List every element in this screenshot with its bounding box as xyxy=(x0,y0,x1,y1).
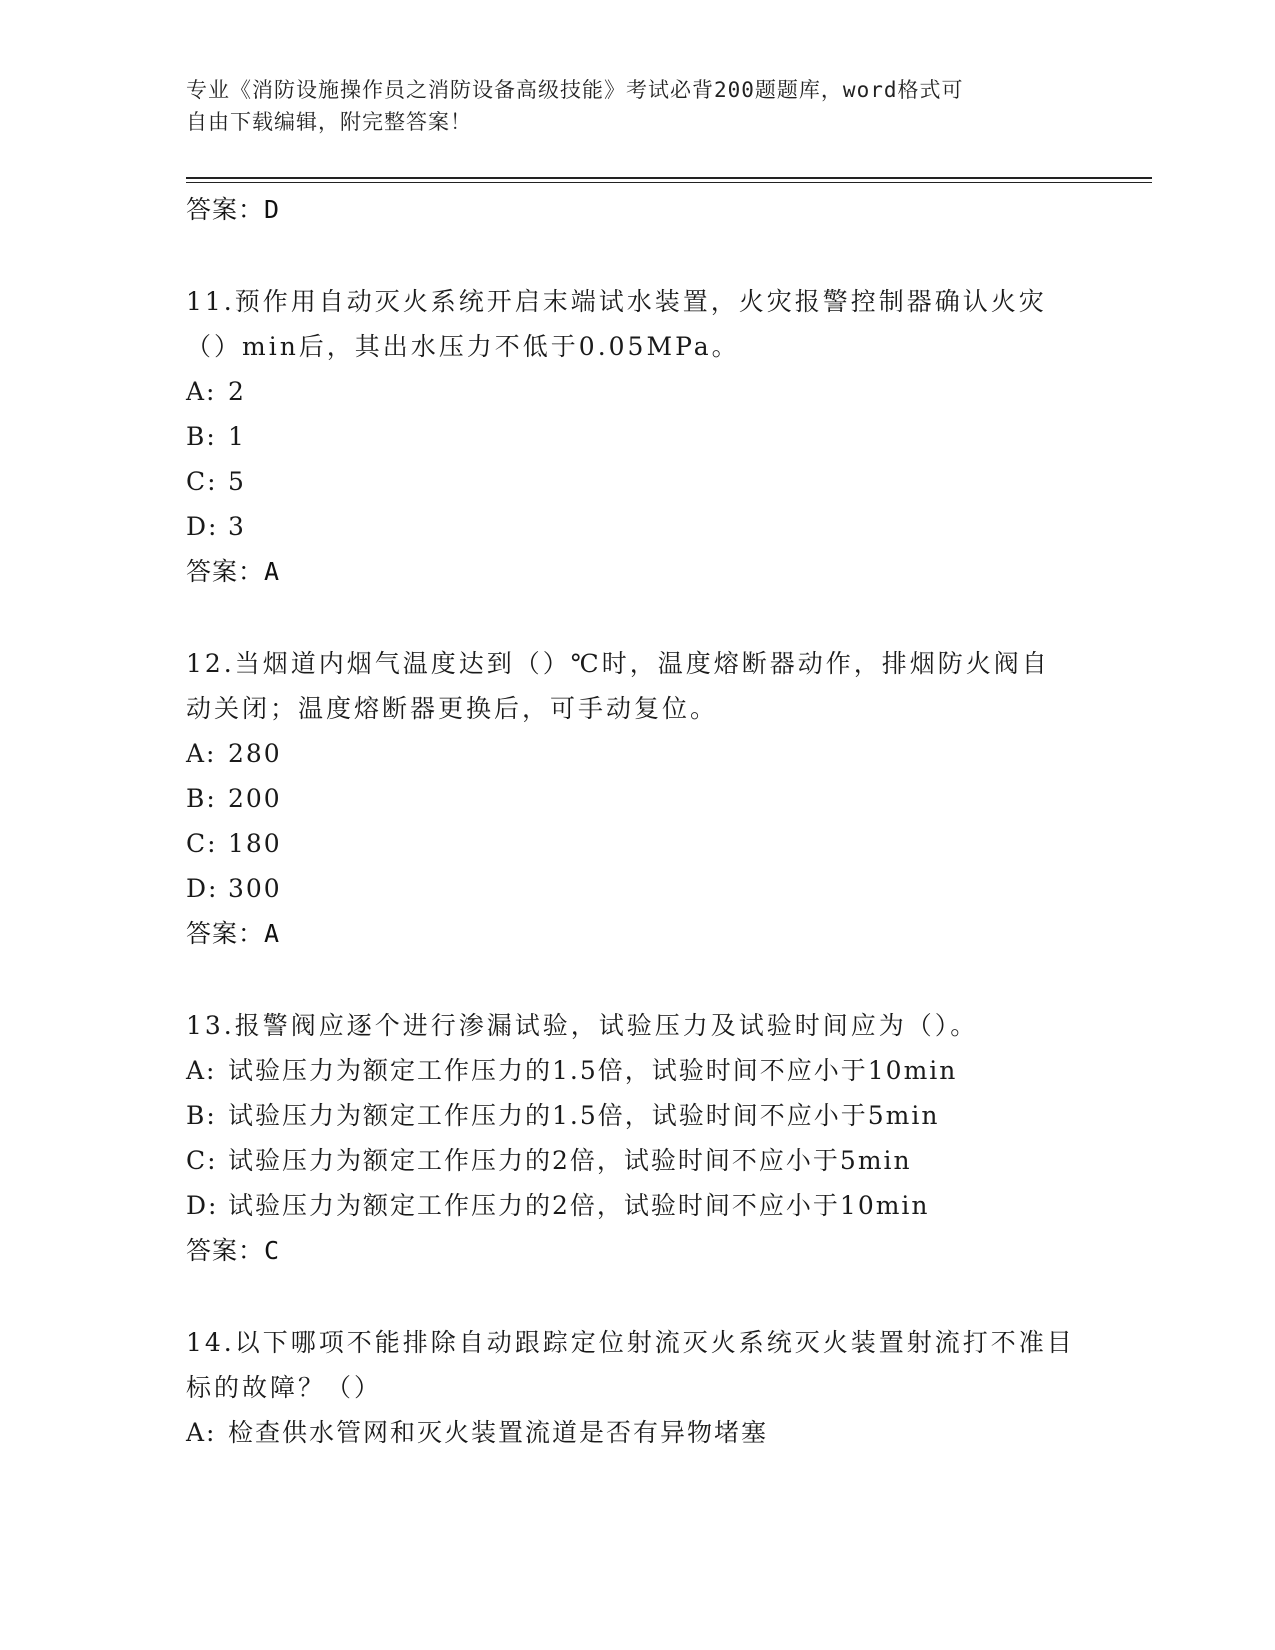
header-title-line-1: 专业《消防设施操作员之消防设备高级技能》考试必背200题题库，word格式可 xyxy=(186,78,964,102)
option-text: 1 xyxy=(228,422,246,451)
option-text: 5 xyxy=(228,467,246,496)
header-rule-thick xyxy=(186,177,1152,179)
question-number: 12. xyxy=(186,649,235,678)
answer-value: A xyxy=(264,557,281,586)
answer-value: A xyxy=(264,919,281,948)
header-title-line-2: 自由下载编辑，附完整答案！ xyxy=(186,110,472,134)
question-item xyxy=(186,1320,1086,1455)
option-text: 3 xyxy=(228,512,246,541)
option-letter: D: xyxy=(186,1191,219,1220)
option-c xyxy=(186,821,1086,866)
option-letter: A: xyxy=(186,1418,217,1447)
option-letter: B: xyxy=(186,422,217,451)
question-stem xyxy=(186,1003,1076,1048)
question-text: 当烟道内烟气温度达到（）℃时，温度熔断器动作，排烟防火阀自动关闭；温度熔断器更换后，可手动复位。 xyxy=(186,649,1050,723)
question-item xyxy=(186,1003,1086,1274)
option-a xyxy=(186,1048,1086,1093)
option-letter: C: xyxy=(186,467,218,496)
previous-answer xyxy=(186,187,1086,233)
option-text: 试验压力为额定工作压力的2倍，试验时间不应小于5min xyxy=(228,1146,912,1175)
option-letter: B: xyxy=(186,1101,217,1130)
option-text: 180 xyxy=(228,829,282,858)
question-text: 报警阀应逐个进行渗漏试验，试验压力及试验时间应为（）。 xyxy=(234,1011,979,1040)
answer-label: 答案： xyxy=(186,919,265,948)
question-stem xyxy=(186,1320,1076,1410)
answer-value: D xyxy=(264,195,281,224)
option-text: 试验压力为额定工作压力的1.5倍，试验时间不应小于10min xyxy=(228,1056,958,1085)
option-d xyxy=(186,504,1086,549)
option-text: 检查供水管网和灭火装置流道是否有异物堵塞 xyxy=(228,1418,769,1447)
option-text: 2 xyxy=(228,377,246,406)
question-number: 11. xyxy=(186,287,235,316)
question-stem xyxy=(186,279,1076,369)
question-stem xyxy=(186,641,1076,731)
question-answer xyxy=(186,1228,1086,1274)
answer-label: 答案： xyxy=(186,1236,265,1265)
option-letter: C: xyxy=(186,1146,218,1175)
option-letter: D: xyxy=(186,512,219,541)
option-d xyxy=(186,1183,1086,1228)
option-d xyxy=(186,866,1086,911)
option-c xyxy=(186,459,1086,504)
option-a xyxy=(186,369,1086,414)
question-text: 预作用自动灭火系统开启末端试水装置，火灾报警控制器确认火灾（）min后，其出水压力不低于0.05MPa。 xyxy=(186,287,1047,361)
option-text: 试验压力为额定工作压力的1.5倍，试验时间不应小于5min xyxy=(228,1101,940,1130)
header-rule-thin xyxy=(186,182,1152,183)
option-b xyxy=(186,414,1086,459)
answer-label: 答案： xyxy=(186,195,265,224)
option-letter: B: xyxy=(186,784,217,813)
option-letter: A: xyxy=(186,1056,217,1085)
option-a xyxy=(186,1410,1086,1455)
question-item xyxy=(186,279,1086,595)
question-list xyxy=(186,187,1086,1455)
option-b xyxy=(186,1093,1086,1138)
option-letter: C: xyxy=(186,829,218,858)
option-text: 试验压力为额定工作压力的2倍，试验时间不应小于10min xyxy=(228,1191,930,1220)
question-item xyxy=(186,641,1086,957)
option-letter: D: xyxy=(186,874,219,903)
document-header xyxy=(186,74,1066,138)
option-text: 300 xyxy=(228,874,282,903)
answer-label: 答案： xyxy=(186,557,265,586)
answer-value: C xyxy=(264,1236,281,1265)
question-number: 14. xyxy=(186,1328,235,1357)
option-letter: A: xyxy=(186,739,217,768)
option-text: 280 xyxy=(228,739,282,768)
option-letter: A: xyxy=(186,377,217,406)
question-answer xyxy=(186,911,1086,957)
option-text: 200 xyxy=(228,784,282,813)
question-number: 13. xyxy=(186,1011,235,1040)
option-a xyxy=(186,731,1086,776)
option-c xyxy=(186,1138,1086,1183)
question-text: 以下哪项不能排除自动跟踪定位射流灭火系统灭火装置射流打不准目标的故障？（） xyxy=(186,1328,1075,1402)
option-b xyxy=(186,776,1086,821)
question-answer xyxy=(186,549,1086,595)
